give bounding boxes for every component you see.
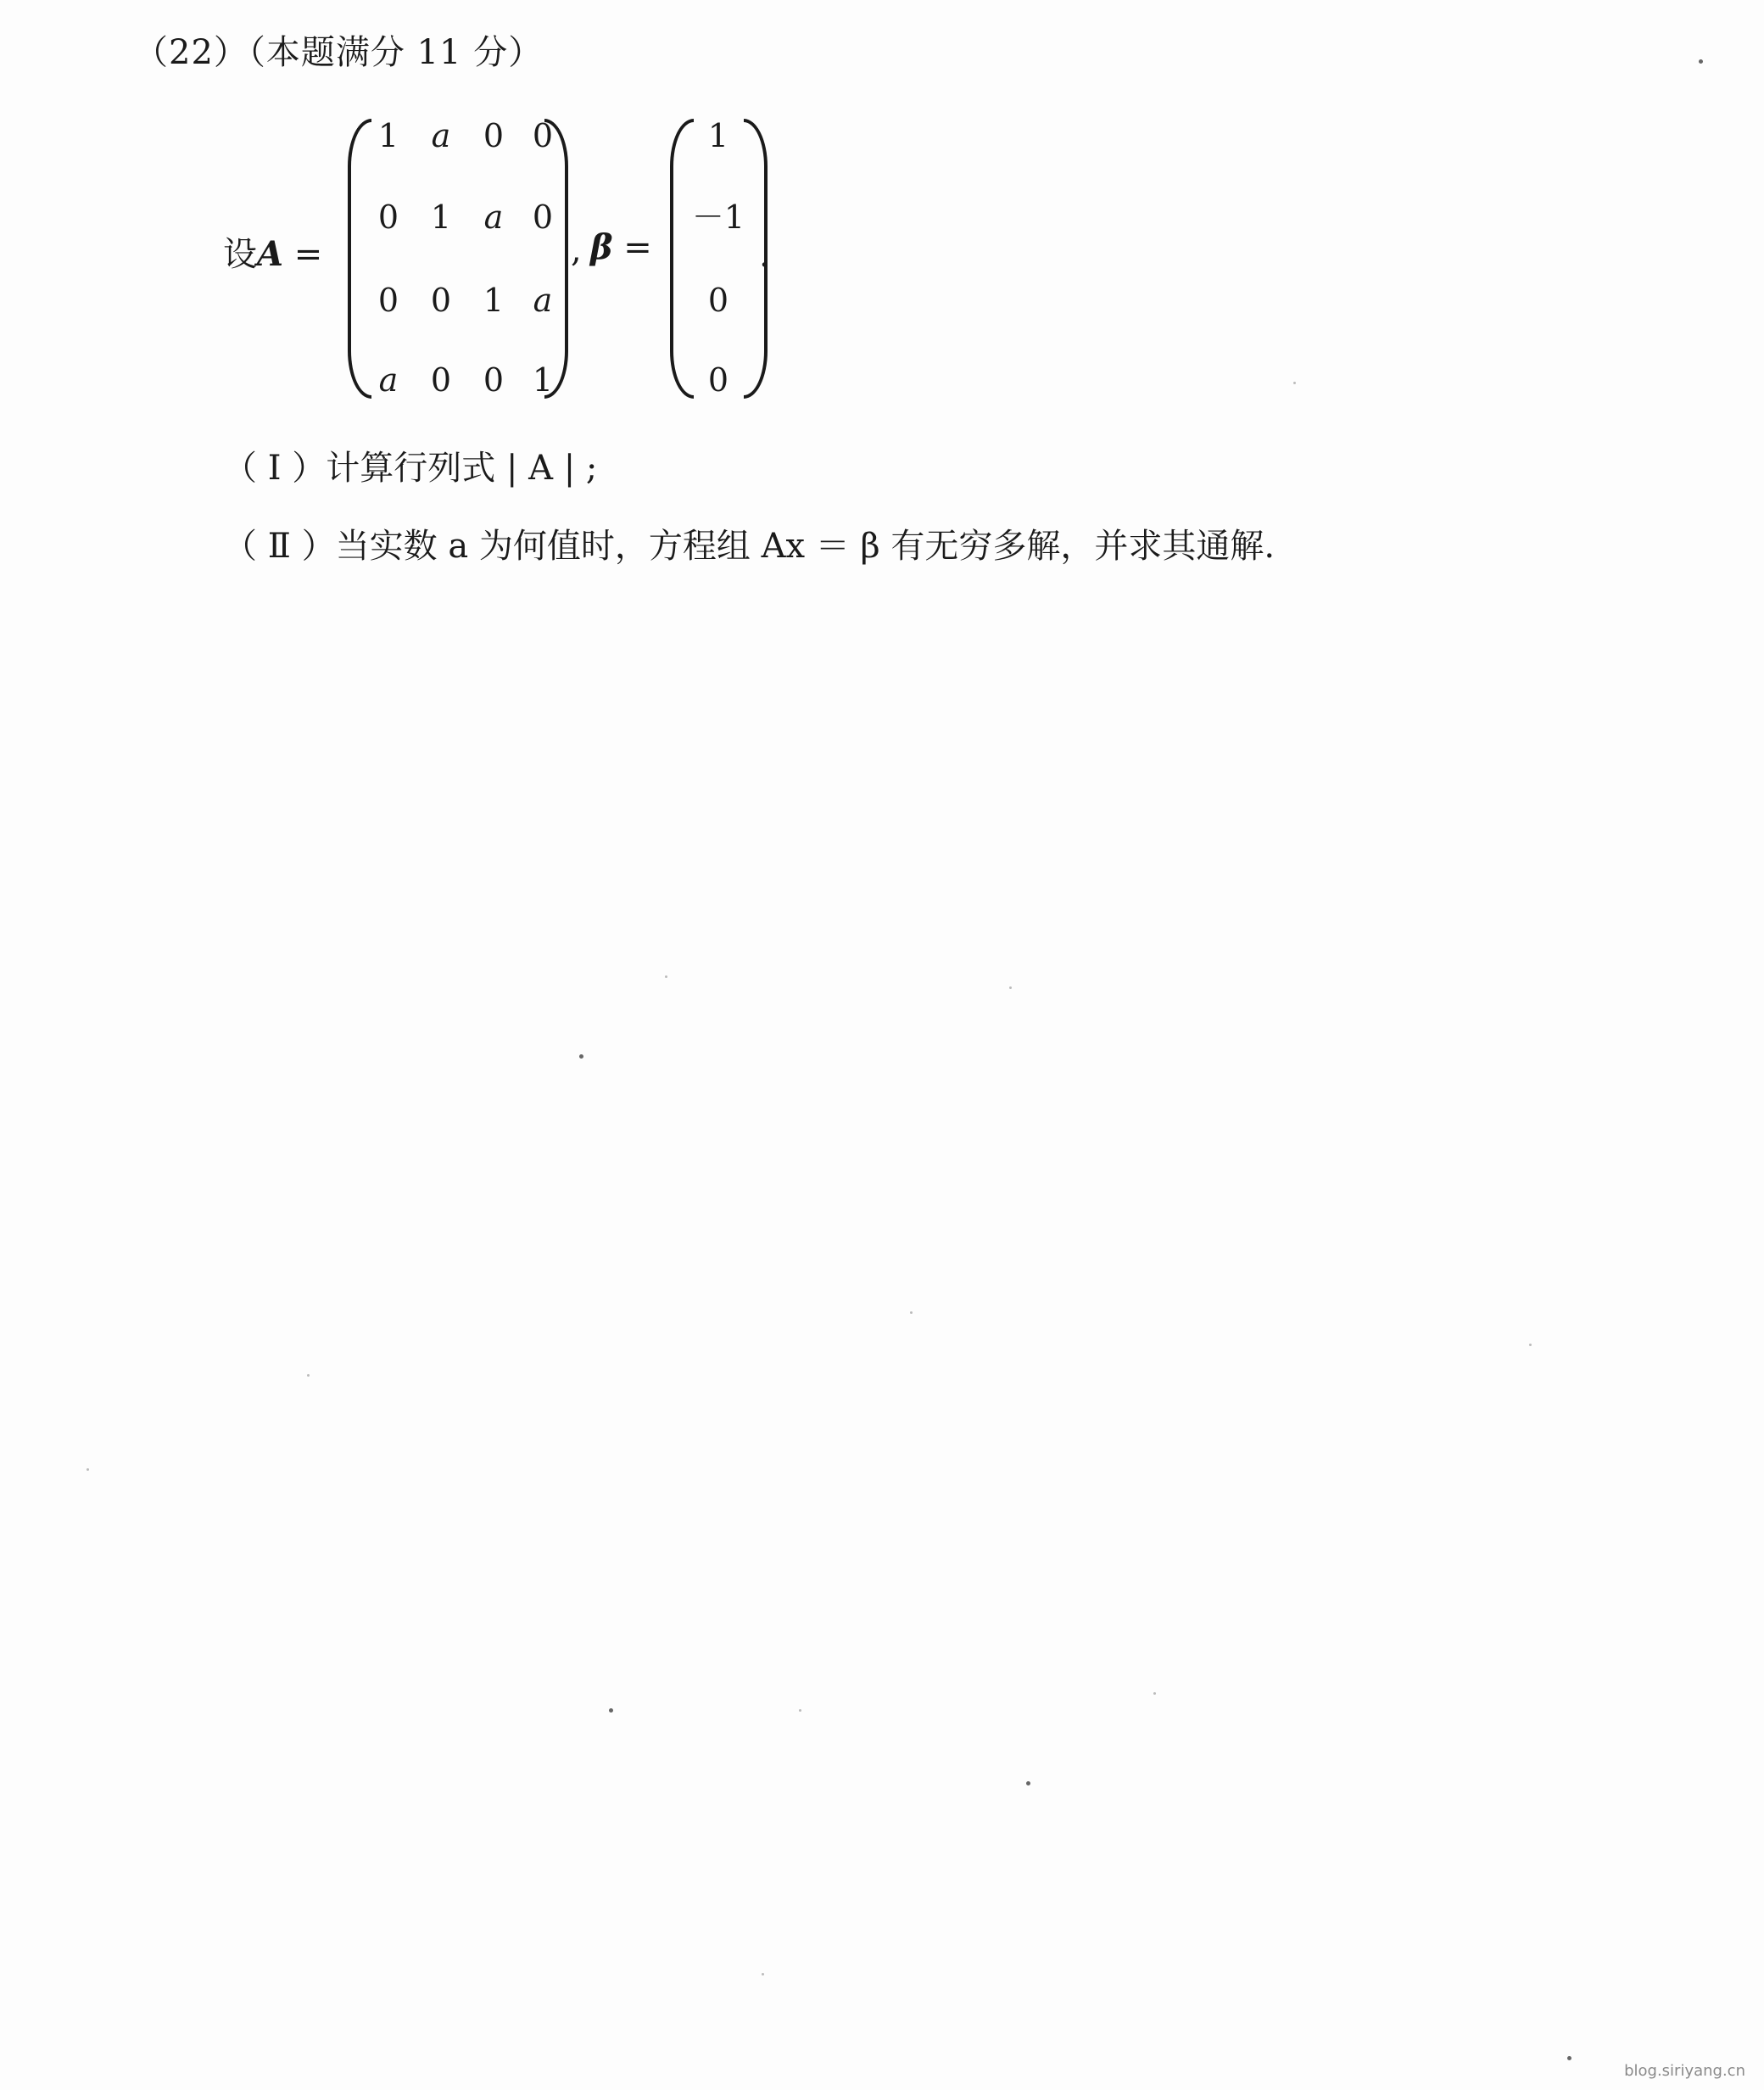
matrix-cell: 1 [430,198,452,236]
scan-speck [1293,382,1296,384]
scan-speck [1567,2056,1571,2060]
matrix-right-paren [544,119,568,399]
matrix-cell: a [431,117,451,154]
matrix-cell: 0 [377,282,399,319]
matrix-cell: 1 [377,117,399,154]
question-header: （22）（本题满分 11 分） [134,33,544,72]
separator-comma: , [571,231,582,270]
scan-speck [910,1311,913,1314]
scan-speck [609,1708,613,1713]
scan-speck [799,1709,801,1712]
matrix-cell: 1 [483,282,505,319]
scan-speck [1026,1781,1030,1785]
vector-beta-symbol: β [590,227,613,267]
scan-speck [1009,986,1012,989]
watermark: blog.siriyang.cn [1624,2062,1745,2080]
matrix-cell: 0 [532,198,554,236]
vector-cell: 1 [707,117,729,154]
vector-cell: 0 [707,282,729,319]
scan-speck [665,975,667,978]
vector-beta-definition-label [590,227,652,267]
equals-sign: = [623,228,652,267]
scan-speck [1699,59,1703,64]
question-part-2: （ Ⅱ ）当实数 a 为何值时，方程组 Ax ＝ β 有无穷多解，并求其通解. [223,527,1276,566]
question-part-1: （ Ⅰ ）计算行列式 | A | ; [223,449,598,488]
matrix-cell: 0 [430,361,452,399]
matrix-cell: 0 [430,282,452,319]
matrix-cell: a [378,361,399,399]
matrix-left-paren [348,119,371,399]
matrix-cell: a [533,282,553,319]
scan-speck [1529,1344,1532,1346]
closing-period: . [759,236,770,275]
matrix-cell: 0 [377,198,399,236]
matrix-A [348,119,568,399]
matrix-cell: 0 [483,361,505,399]
vector-left-paren [670,119,694,399]
scan-speck [579,1054,583,1059]
matrix-cell: 1 [532,361,554,399]
matrix-cell: a [483,198,504,236]
matrix-A-symbol: A [257,234,284,274]
matrix-A-definition-label [223,227,322,276]
matrix-cell: 0 [483,117,505,154]
scan-speck [762,1973,764,1975]
equals-sign: = [293,235,323,274]
vector-beta [670,119,768,399]
define-word: 设 [223,235,257,274]
matrix-cell: 0 [532,117,554,154]
vector-cell: 0 [707,361,729,399]
scan-speck [1153,1692,1156,1695]
scan-speck [87,1468,89,1471]
scan-speck [307,1374,310,1377]
vector-cell: －1 [691,198,745,236]
